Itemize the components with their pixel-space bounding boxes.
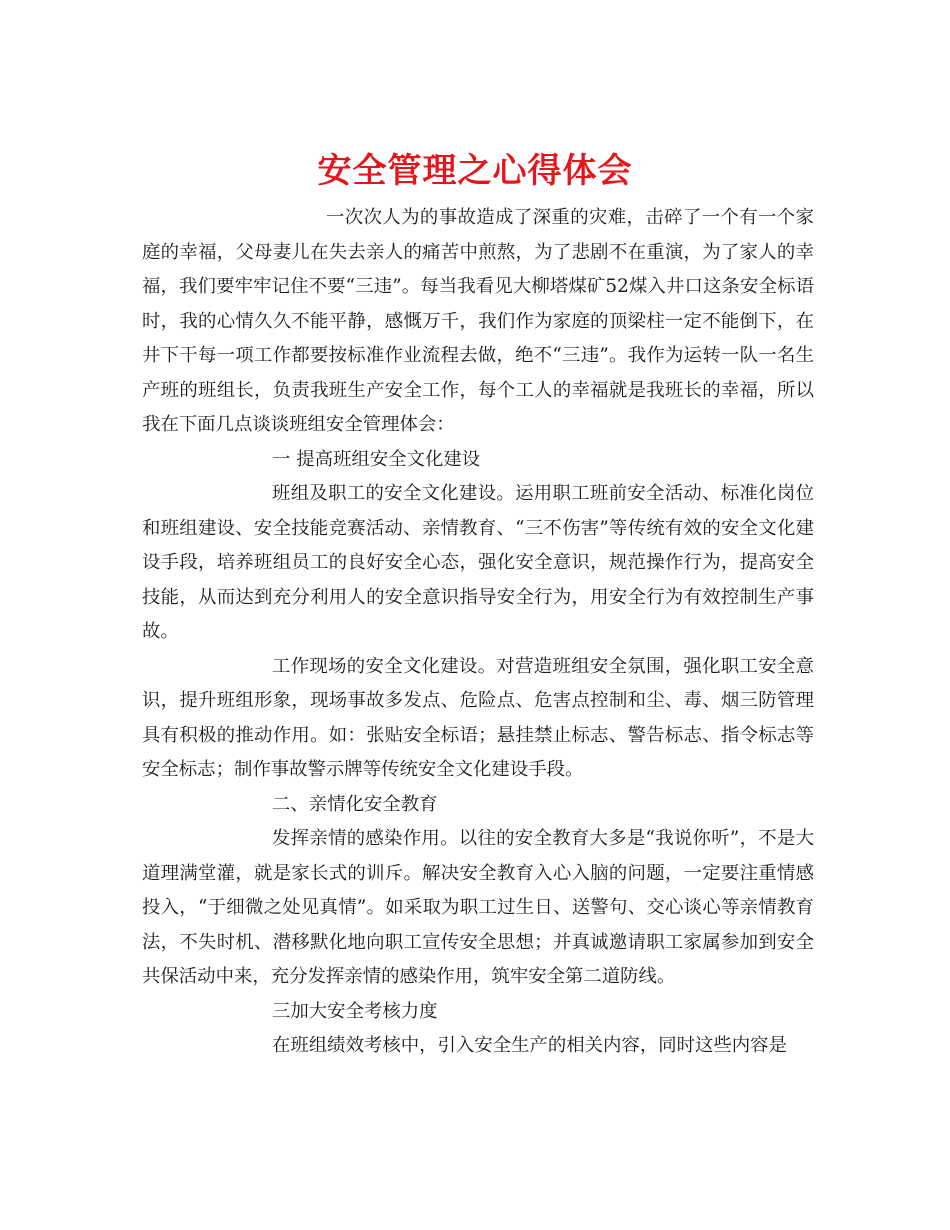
document-body	[142, 201, 814, 1064]
section-1-paragraph-1: 班组及职工的安全文化建设。运用职工班前安全活动、标准化岗位和班组建设、安全技能竞赛活动、亲情教育、“三不伤害”等传统有效的安全文化建设手段，培养班组员工的良好安全心态，强化安全意识，规范操作行为，提高安全技能，从而达到充分利用人的安全意识指导安全行为，用安全行为有效控制生产事故。	[142, 483, 814, 642]
section-2-paragraph-1: 发挥亲情的感染作用。以往的安全教育大多是“我说你听”，不是大道理满堂灌，就是家长式的训斥。解决安全教育入心入脑的问题，一定要注重情感投入，“于细微之处见真情”。如采取为职工过生日、送警句、交心谈心等亲情教育法，不失时机、潜移默化地向职工宣传安全思想；并真诚邀请职工家属参加到安全共保活动中来，充分发挥亲情的感染作用，筑牢安全第二道防线。	[142, 828, 814, 987]
section-3-paragraph-1: 在班组绩效考核中，引入安全生产的相关内容，同时这些内容是	[272, 1035, 787, 1056]
section-heading-3: 三加大安全考核力度	[272, 1000, 438, 1022]
section-1-paragraph-2: 工作现场的安全文化建设。对营造班组安全氛围，强化职工安全意识，提升班组形象，现场事故多发点、危险点、危害点控制和尘、毒、烟三防管理具有积极的推动作用。如：张贴安全标语；悬挂禁止标志、警告标志、指令标志等安全标志；制作事故警示牌等传统安全文化建设手段。	[142, 655, 814, 780]
intro-paragraph: 一次次人为的事故造成了深重的灾难，击碎了一个有一个家庭的幸福，父母妻儿在失去亲人的痛苦中煎熬，为了悲剧不在重演，为了家人的幸福，我们要牢牢记住不要“三违”。每当我看见大柳塔煤矿52煤入井口这条安全标语时，我的心情久久不能平静，感慨万千，我们作为家庭的顶梁柱一定不能倒下，在井下干每一项工作都要按标准作业流程去做，绝不“三违”。我作为运转一队一名生产班的班组长，负责我班生产安全工作，每个工人的幸福就是我班长的幸福，所以我在下面几点谈谈班组安全管理体会：	[142, 207, 814, 435]
section-heading-1: 一 提高班组安全文化建设	[272, 448, 481, 470]
document-title: 安全管理之心得体会	[317, 150, 633, 191]
section-heading-2: 二、亲情化安全教育	[272, 793, 438, 815]
